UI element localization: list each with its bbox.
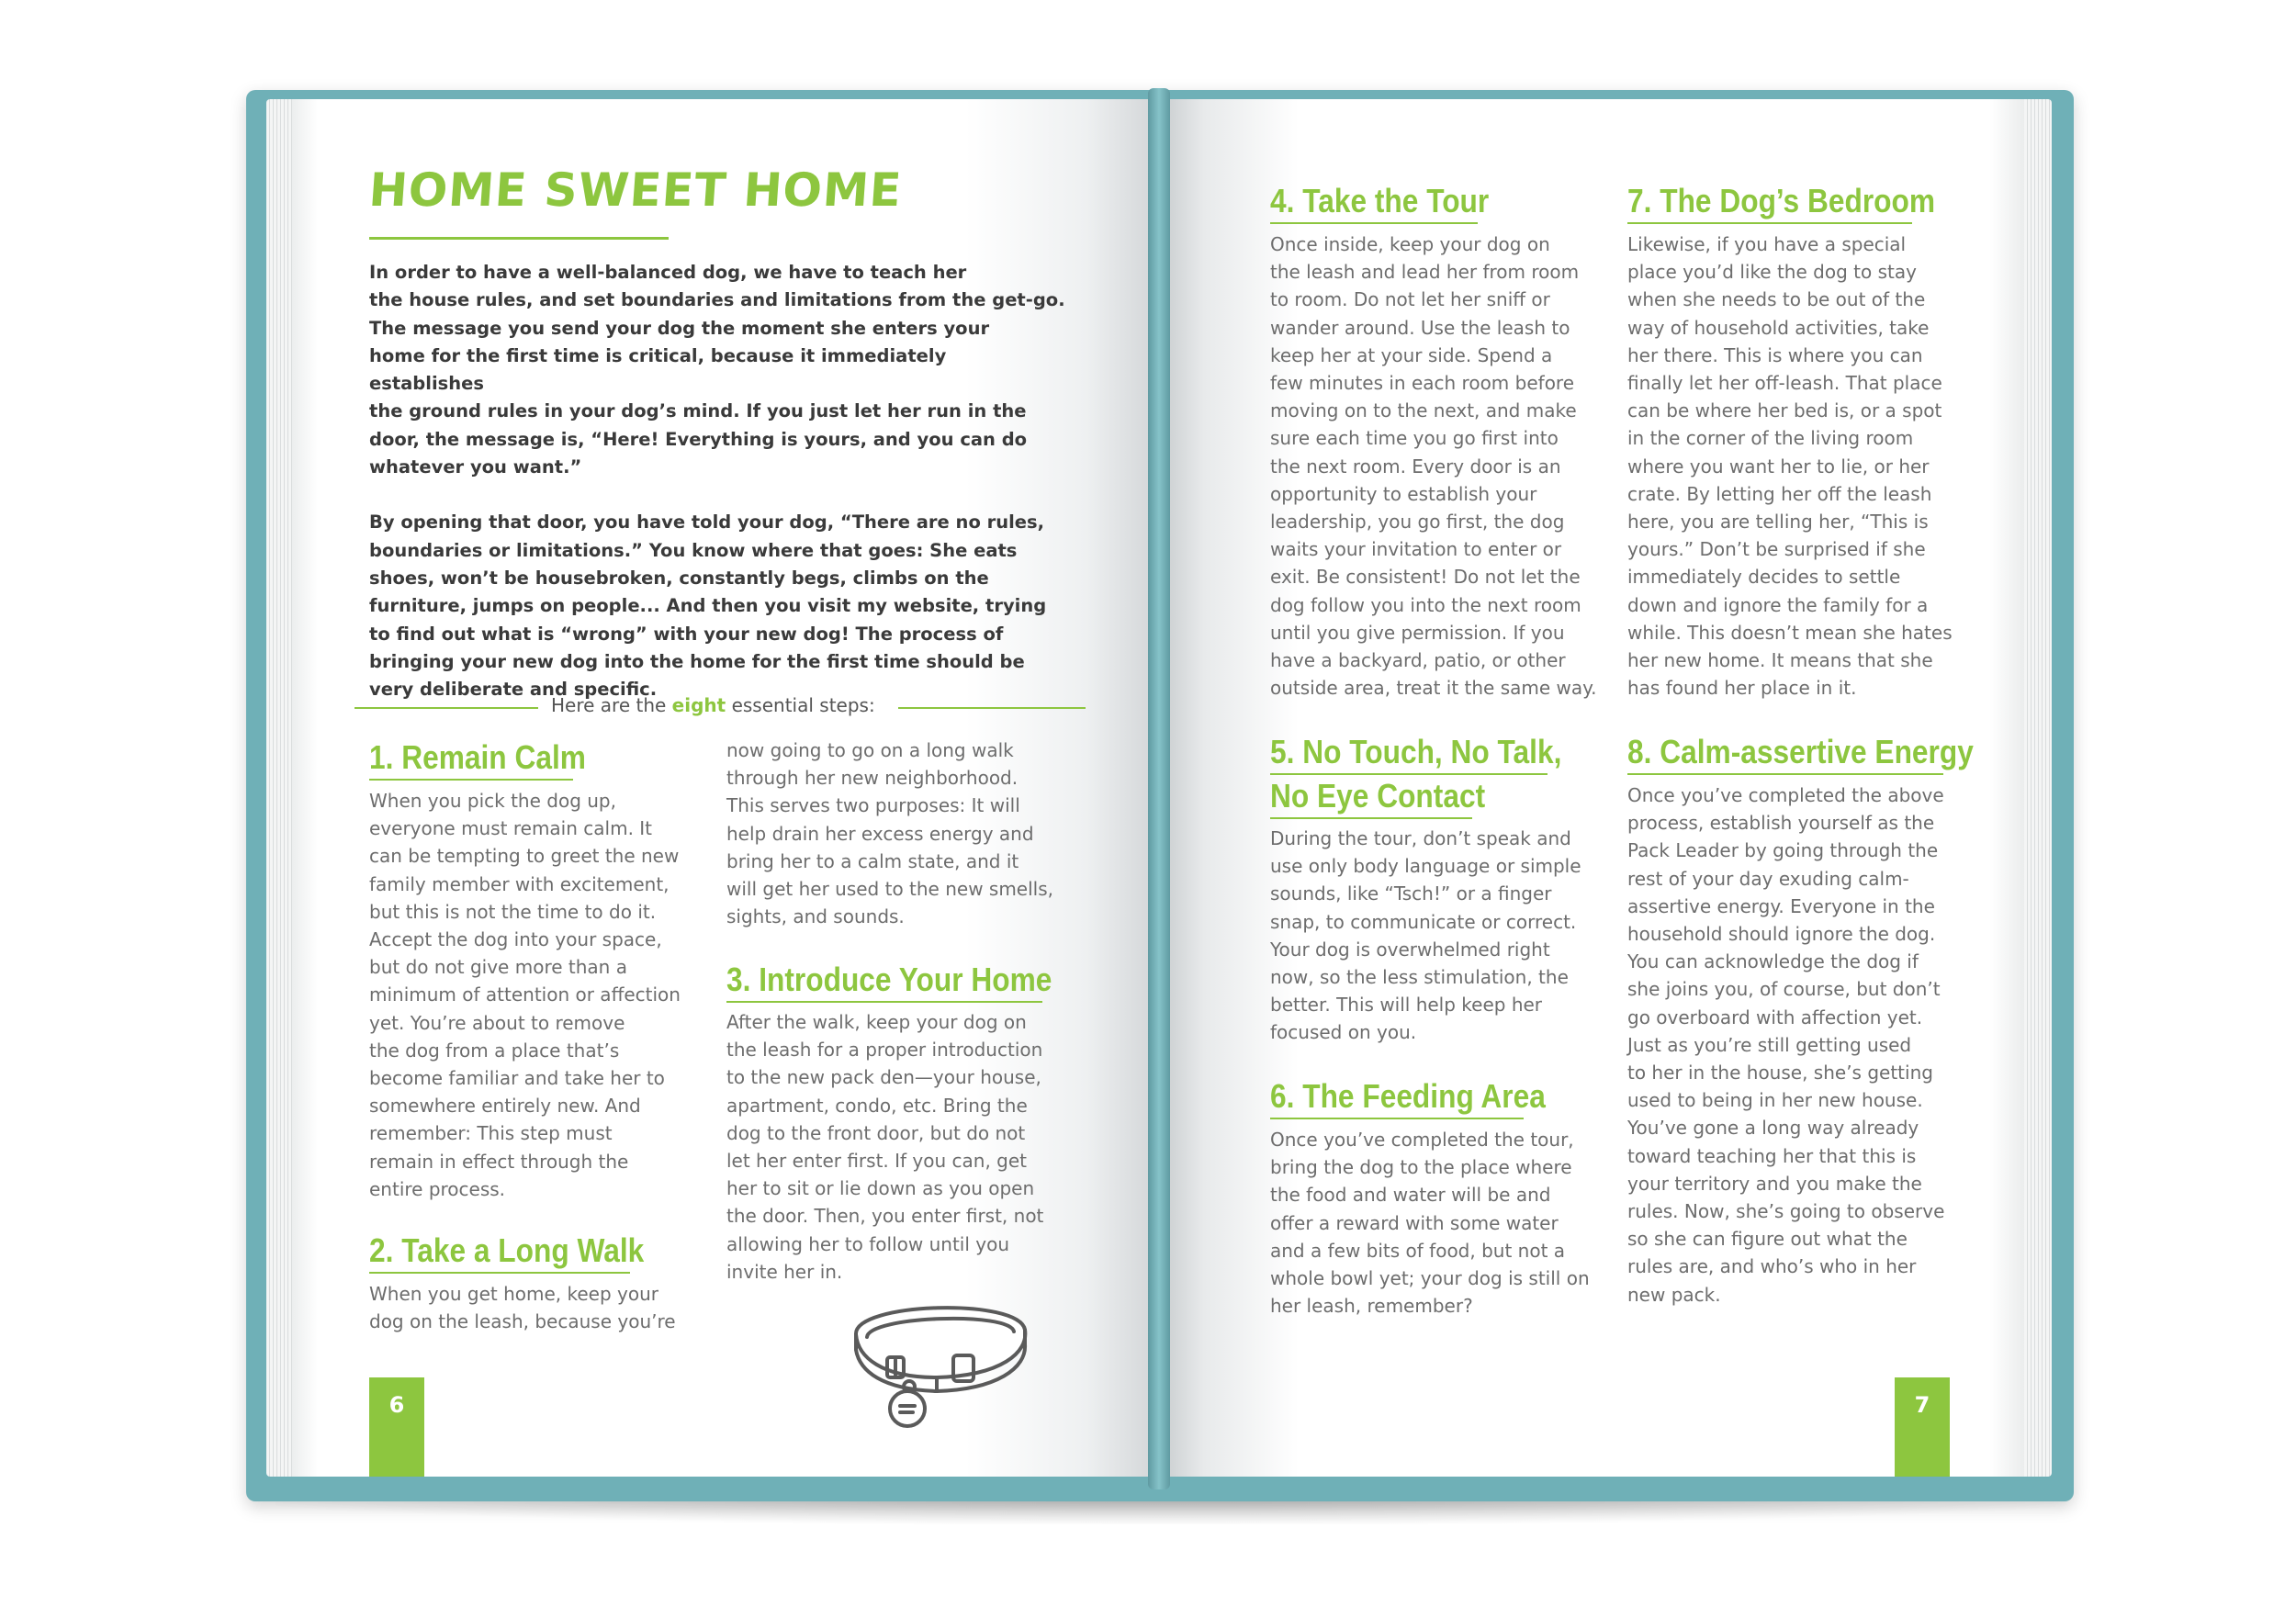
- step-7-underline: [1627, 222, 1912, 224]
- step-7-body: Likewise, if you have a special place you’d like the dog to stay when she needs to be out of the way of household activities, take her there. This is where you can finally let her off-leash. That place can be where her bed is, or a spot in the corner of the living room where you want her to lie, or her crate. By letting her off the leash here, you are telling her, “This is yours.” Don’t be surprised if she immediately decides to settle down and ignore the family for a while. This doesn’t mean she hates her new home. It means that she has found her place in it.: [1627, 233, 1953, 700]
- step-3-heading: 3. Introduce Your Home: [726, 961, 1052, 998]
- step-2-continued: now going to go on a long walk through her new neighborhood. This serves two purposes: It will help drain her excess energy and bring her to a calm state, and it will get her used to the new smells, sights, and sounds.: [726, 739, 1054, 928]
- dog-collar-icon: [845, 1284, 1038, 1431]
- page-number-right: 7: [1895, 1377, 1950, 1477]
- step-6-heading: 6. The Feeding Area: [1270, 1077, 1546, 1115]
- step-1-heading: 1. Remain Calm: [369, 738, 586, 776]
- chapter-title-underline: [369, 237, 669, 240]
- step-4-underline: [1270, 222, 1478, 224]
- step-8-heading: 8. Calm-assertive Energy: [1627, 733, 1974, 770]
- intro-paragraph-2: By opening that door, you have told your dog, “There are no rules, boundaries or limitations.” You know where that goes: She eats shoes, won’t be housebroken, constantly begs, climbs on the furniture, jumps on people... And then you visit my website, trying to find out what is “wrong” with your new dog! The process of bringing your new dog into the home for the first time should be very deliberate and specific.: [369, 511, 1047, 701]
- step-2-body: When you get home, keep your dog on the leash, because you’re: [369, 1283, 676, 1333]
- step-1-body: When you pick the dog up, everyone must remain calm. It can be tempting to greet the new family member with excitement, but this is not the time to do it. Accept the dog into your space, but do not give more than a minimum of attention or affection yet. You’re about to remove the dog from a place that’s become familiar and take her to somewhere entirely new. And remember: This step must remain in effect through the entire process.: [369, 790, 681, 1200]
- step-6-body: Once you’ve completed the tour, bring the dog to the place where the food and water will be and offer a reward with some water and a few bits of food, but not a whole bowl yet; your dog is still on her leash, remember?: [1270, 1129, 1590, 1318]
- step-5-heading-line-2: No Eye Contact: [1270, 777, 1486, 815]
- step-2-underline: [369, 1272, 630, 1274]
- step-4-body: Once inside, keep your dog on the leash and lead her from room to room. Do not let her sniff or wander around. Use the leash to keep her at your side. Spend a few minutes in each room before moving on to the next, and make sure each time you go first into the next room. Every door is an opportunity to establish your leadership, you go first, the dog waits your invitation to enter or exit. Be consistent! Do not let the dog follow you into the next room until you give permission. If you have a backyard, patio, or other outside area, treat it the same way.: [1270, 233, 1597, 700]
- step-7-heading: 7. The Dog’s Bedroom: [1627, 182, 1936, 219]
- page-edges-right: [2020, 99, 2052, 1477]
- steps-intro: [551, 694, 875, 716]
- step-2-heading: 2. Take a Long Walk: [369, 1231, 645, 1269]
- step-5-heading-line-1: 5. No Touch, No Talk,: [1270, 733, 1562, 770]
- step-8-body: Once you’ve completed the above process, establish yourself as the Pack Leader by going through the rest of your day exuding calm- assertive energy. Everyone in the household should ignore the dog. You can acknowledge the dog if she joins you, of course, but don’t go overboard with affection yet. Just as you’re still getting used to her in the house, she’s getting used to being in her new house. You’ve gone a long way already toward teaching her that this is your territory and you make the rules. Now, she’s going to observe so she can figure out what the rules are, and who’s who in her new pack.: [1627, 784, 1945, 1306]
- step-5-underline-2: [1270, 817, 1472, 819]
- steps-intro-before: Here are the: [551, 694, 672, 716]
- steps-intro-after: essential steps:: [726, 694, 875, 716]
- steps-divider-right: [898, 707, 1086, 709]
- page-number-left: 6: [369, 1377, 424, 1477]
- step-4-heading: 4. Take the Tour: [1270, 182, 1490, 219]
- intro-text: [369, 259, 1067, 731]
- step-5-body: During the tour, don’t speak and use only body language or simple sounds, like “Tsch!” or a finger snap, to communicate or correct. Your dog is overwhelmed right now, so the less stimulation, the better. This will help keep her focused on you.: [1270, 827, 1581, 1044]
- step-1-underline: [369, 779, 573, 781]
- step-3-underline: [726, 1001, 1042, 1003]
- step-8-underline: [1627, 773, 1943, 775]
- step-6-underline: [1270, 1118, 1524, 1119]
- steps-divider-left: [355, 707, 538, 709]
- chapter-title: HOME SWEET HOME: [366, 163, 904, 217]
- book-spine-gutter: [1148, 88, 1170, 1489]
- intro-paragraph-1: In order to have a well-balanced dog, we have to teach her the house rules, and set boundaries and limitations from the get-go. The message you send your dog the moment she enters your home for the first time is critical, because it immediately establishes the ground rules in your dog’s mind. If you just let her run in the door, the message is, “Here! Everything is yours, and you can do whatever you want.”: [369, 262, 1065, 478]
- steps-intro-highlight: eight: [671, 694, 726, 716]
- step-3-body: After the walk, keep your dog on the leash for a proper introduction to the new pack den—your house, apartment, condo, etc. Bring the dog to the front door, but do not let her enter first. If you can, get her to sit or lie down as you open the door. Then, you enter first, not allowing her to follow until you invite her in.: [726, 1011, 1044, 1283]
